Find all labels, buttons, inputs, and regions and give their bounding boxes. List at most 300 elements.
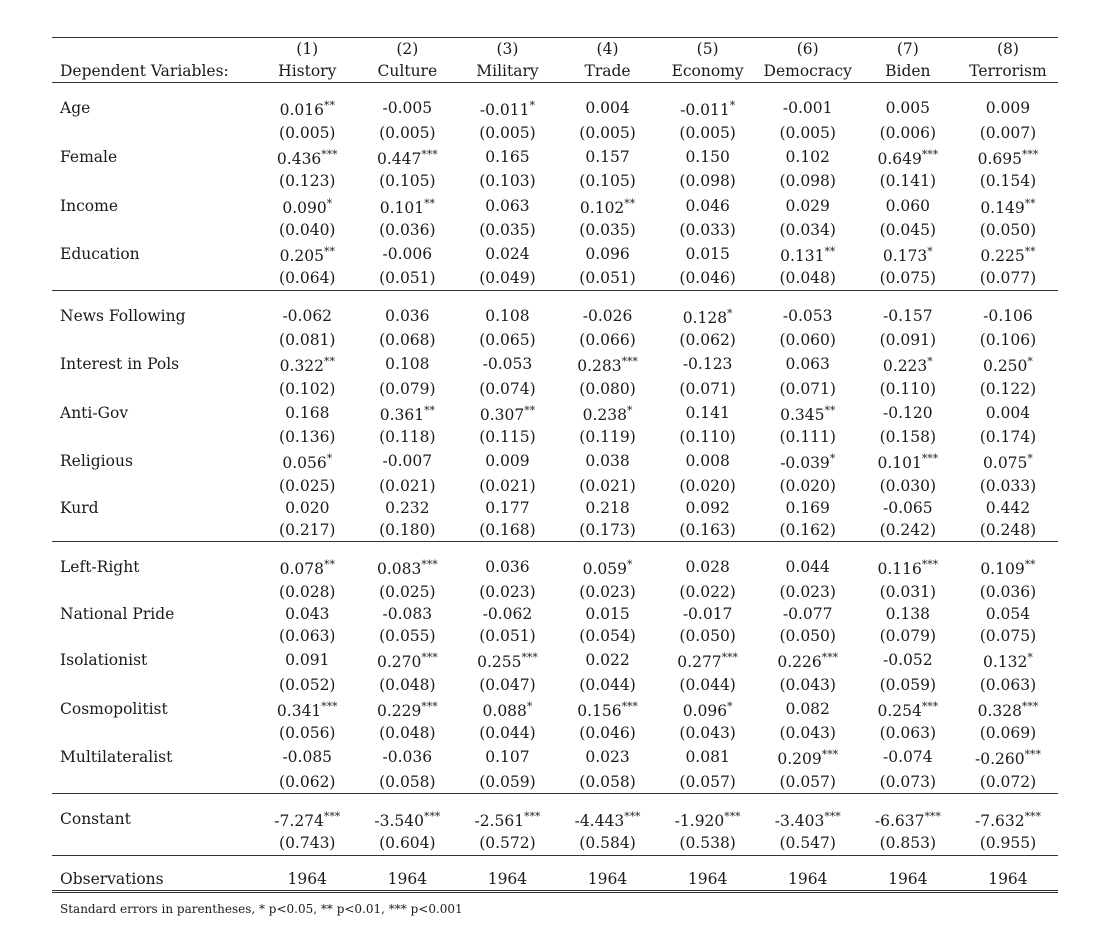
coefficient-cell: 0.226*** (777, 651, 839, 672)
spacer-cell (958, 855, 1058, 868)
coefficient-cell: 0.169 (785, 498, 830, 517)
spacer-cell (357, 290, 457, 303)
standard-error-cell: (0.248) (958, 519, 1058, 542)
block-spacer (52, 83, 1058, 96)
coef-row (52, 448, 1058, 474)
standard-error-cell: (0.079) (879, 627, 937, 646)
significance-stars: *** (421, 651, 438, 665)
significance-stars: *** (524, 809, 541, 823)
coefficient-cell: 0.177 (485, 498, 530, 517)
coefficient-cell: -0.085 (282, 748, 333, 767)
coefficient-cell: 0.328*** (977, 699, 1039, 720)
coef-row (52, 554, 1058, 580)
se-row (52, 426, 1058, 448)
coefficient-cell: 0.157 (585, 148, 630, 167)
standard-error-cell: (0.030) (879, 476, 937, 495)
significance-stars: * (727, 306, 733, 320)
coefficient-cell: -4.443*** (574, 809, 641, 831)
coef-row (52, 603, 1058, 625)
standard-error-cell: (0.033) (979, 476, 1037, 495)
coefficient-cell: 0.101** (379, 196, 435, 217)
significance-stars: *** (421, 699, 438, 713)
significance-stars: *** (1024, 809, 1041, 823)
variable-label: News Following (60, 306, 186, 325)
significance-stars: *** (421, 147, 438, 161)
standard-error-cell: (0.077) (958, 267, 1058, 290)
coefficient-cell: -0.123 (682, 355, 733, 374)
spacer-cell (758, 793, 858, 806)
standard-error-cell: (0.059) (879, 675, 937, 694)
standard-error-cell: (0.031) (879, 582, 937, 601)
coefficient-cell: 0.096 (585, 245, 630, 264)
se-row (52, 771, 1058, 794)
coefficient-cell: -0.006 (382, 245, 433, 264)
variable-label: Female (60, 148, 118, 167)
observations-cell: 1964 (257, 868, 357, 892)
coefficient-cell: 0.083*** (377, 558, 438, 579)
standard-error-cell: (0.035) (479, 220, 536, 239)
standard-error-cell: (0.023) (779, 582, 836, 601)
observations-cell: 1964 (858, 868, 958, 892)
standard-error-cell: (0.034) (779, 220, 836, 239)
standard-error-cell: (0.180) (357, 519, 457, 542)
standard-error-cell: (0.006) (879, 123, 937, 142)
coefficient-cell: 0.225** (980, 245, 1036, 266)
spacer-cell (858, 83, 958, 96)
coefficient-cell: 0.102 (785, 148, 830, 167)
column-number: (1) (257, 38, 357, 61)
standard-error-cell: (0.168) (457, 519, 557, 542)
regression-table-container (52, 37, 1058, 893)
header-row-names (52, 60, 1058, 83)
spacer-cell (658, 290, 758, 303)
coef-row (52, 400, 1058, 426)
coefficient-cell: -0.053 (782, 306, 833, 325)
significance-stars: * (529, 99, 535, 113)
spacer-cell (858, 793, 958, 806)
coefficient-cell: 0.092 (685, 498, 730, 517)
standard-error-cell: (0.173) (557, 519, 657, 542)
coefficient-cell: 0.016** (279, 99, 335, 120)
spacer-cell (457, 793, 557, 806)
standard-error-cell: (0.106) (979, 331, 1037, 350)
spacer-cell (557, 855, 657, 868)
standard-error-cell: (0.021) (579, 476, 636, 495)
column-name: History (257, 60, 357, 83)
coef-row (52, 647, 1058, 673)
standard-error-cell: (0.075) (979, 627, 1037, 646)
block-spacer (52, 793, 1058, 806)
coefficient-cell: 0.223* (882, 355, 933, 376)
coefficient-cell: 0.649*** (877, 147, 939, 169)
spacer-cell (958, 793, 1058, 806)
se-label-blank (52, 378, 257, 400)
spacer-cell (758, 542, 858, 555)
spacer-cell (758, 855, 858, 868)
standard-error-cell: (0.048) (379, 675, 436, 694)
significance-stars: ** (424, 403, 435, 417)
coefficient-cell: 0.091 (285, 651, 330, 670)
coefficient-cell: 0.081 (685, 748, 730, 767)
standard-error-cell: (0.743) (257, 832, 357, 855)
column-number: (7) (858, 38, 958, 61)
se-label-blank (52, 329, 257, 351)
standard-error-cell: (0.043) (679, 724, 736, 743)
standard-error-cell: (0.054) (579, 627, 636, 646)
standard-error-cell: (0.105) (379, 172, 436, 191)
coefficient-cell: 0.361** (379, 403, 435, 424)
coef-row (52, 193, 1058, 219)
standard-error-cell: (0.021) (479, 476, 536, 495)
spacer-cell (557, 290, 657, 303)
standard-error-cell: (0.005) (479, 123, 536, 142)
standard-error-cell: (0.162) (758, 519, 858, 542)
coefficient-cell: -0.083 (382, 604, 433, 623)
standard-error-cell: (0.005) (379, 123, 436, 142)
coefficient-cell: 0.250* (983, 355, 1033, 376)
spacer-cell (658, 83, 758, 96)
coefficient-cell: -0.039* (780, 452, 836, 473)
standard-error-cell: (0.119) (579, 428, 636, 447)
se-row (52, 378, 1058, 400)
variable-label: Kurd (60, 498, 99, 517)
coefficient-cell: 0.054 (985, 604, 1031, 623)
significance-stars: *** (921, 699, 939, 713)
coefficient-cell: -0.005 (382, 99, 433, 118)
observations-cell: 1964 (758, 868, 858, 892)
standard-error-cell: (0.020) (679, 476, 736, 495)
standard-error-cell: (0.046) (579, 724, 636, 743)
standard-error-cell: (0.048) (379, 724, 436, 743)
coef-row (52, 303, 1058, 329)
significance-stars: * (326, 452, 333, 466)
standard-error-cell: (0.063) (979, 675, 1037, 694)
coefficient-cell: 0.442 (985, 498, 1031, 517)
standard-error-cell: (0.242) (858, 519, 958, 542)
significance-stars: * (627, 403, 633, 417)
variable-label: Interest in Pols (60, 355, 180, 374)
coefficient-cell: -0.260*** (974, 748, 1041, 769)
standard-error-cell: (0.547) (758, 832, 858, 855)
significance-stars: *** (824, 809, 841, 823)
column-name: Democracy (758, 60, 858, 83)
standard-error-cell: (0.064) (257, 267, 357, 290)
standard-error-cell: (0.051) (557, 267, 657, 290)
variable-label: Education (60, 245, 140, 264)
coefficient-cell: -0.007 (382, 452, 433, 471)
coefficient-cell: 0.005 (885, 99, 930, 118)
coefficient-cell: 0.009 (485, 452, 530, 471)
standard-error-cell: (0.045) (879, 220, 937, 239)
coefficient-cell: 0.028 (685, 558, 730, 577)
standard-error-cell: (0.103) (479, 172, 536, 191)
coefficient-cell: 0.022 (585, 651, 630, 670)
block-spacer (52, 855, 1058, 868)
spacer-cell (357, 855, 457, 868)
coefficient-cell: 0.096* (682, 699, 733, 720)
coefficient-cell: 0.232 (385, 498, 430, 517)
observations-cell: 1964 (658, 868, 758, 892)
standard-error-cell: (0.572) (457, 832, 557, 855)
variable-label: Cosmopolitist (60, 699, 168, 718)
column-name: Economy (658, 60, 758, 83)
variable-label: Left-Right (60, 558, 140, 577)
standard-error-cell: (0.115) (479, 428, 536, 447)
variable-label: Income (60, 196, 118, 215)
spacer-cell (557, 83, 657, 96)
significance-stars: * (1027, 452, 1033, 466)
coefficient-cell: 0.024 (485, 245, 530, 264)
coefficient-cell: 0.044 (785, 558, 830, 577)
standard-error-cell: (0.071) (679, 379, 736, 398)
standard-error-cell: (0.021) (379, 476, 436, 495)
standard-error-cell: (0.098) (679, 172, 736, 191)
coefficient-cell: -0.011* (680, 99, 736, 120)
variable-label: Constant (60, 810, 131, 829)
coefficient-cell: 0.341*** (276, 699, 338, 720)
coefficient-cell: 0.075* (983, 452, 1033, 473)
significance-stars: ** (424, 196, 435, 210)
coefficient-cell: 0.038 (585, 452, 630, 471)
standard-error-cell: (0.050) (779, 627, 836, 646)
coefficient-cell: 0.029 (785, 196, 830, 215)
spacer-cell (858, 542, 958, 555)
column-name: Biden (858, 60, 958, 83)
coefficient-cell: 0.165 (485, 148, 530, 167)
coefficient-cell: 0.132* (983, 651, 1033, 672)
coefficient-cell: 0.345** (780, 403, 836, 424)
coefficient-cell: 0.009 (985, 99, 1031, 118)
column-number: (5) (658, 38, 758, 61)
coefficient-cell: 0.238* (582, 403, 633, 424)
coefficient-cell: 0.088* (482, 699, 533, 720)
spacer-cell (658, 855, 758, 868)
coefficient-cell: 0.046 (685, 196, 730, 215)
coefficient-cell: 0.209*** (777, 748, 839, 769)
standard-error-cell: (0.174) (979, 428, 1037, 447)
spacer-cell (658, 793, 758, 806)
coefficient-cell: 0.156*** (577, 699, 638, 720)
standard-error-cell: (0.055) (379, 627, 436, 646)
coefficient-cell: -2.561*** (474, 809, 541, 831)
standard-error-cell: (0.005) (679, 123, 736, 142)
standard-error-cell: (0.046) (658, 267, 758, 290)
coefficient-cell: -0.026 (582, 306, 633, 325)
spacer-cell (52, 290, 257, 303)
standard-error-cell: (0.098) (779, 172, 836, 191)
coefficient-cell: 0.218 (585, 498, 630, 517)
significance-stars: * (729, 99, 736, 113)
standard-error-cell: (0.163) (658, 519, 758, 542)
coefficient-cell: 0.131** (780, 245, 836, 266)
spacer-cell (958, 290, 1058, 303)
se-label-blank (52, 219, 257, 241)
standard-error-cell: (0.079) (379, 379, 436, 398)
standard-error-cell: (0.005) (779, 123, 836, 142)
coef-row (52, 696, 1058, 722)
standard-error-cell: (0.063) (279, 627, 336, 646)
column-number: (8) (958, 38, 1058, 61)
standard-error-cell: (0.154) (979, 172, 1037, 191)
observations-row (52, 868, 1058, 892)
standard-error-cell: (0.075) (858, 267, 958, 290)
observations-cell: 1964 (958, 868, 1058, 892)
coefficient-cell: 0.109** (980, 558, 1036, 579)
column-name: Terrorism (958, 60, 1058, 83)
spacer-cell (52, 542, 257, 555)
se-label-blank (52, 771, 257, 794)
table-notes: Standard errors in parentheses, * p<0.05, ** p<0.01, *** p<0.001 (60, 902, 463, 916)
standard-error-cell: (0.955) (958, 832, 1058, 855)
standard-error-cell: (0.043) (779, 724, 836, 743)
variable-label: Multilateralist (60, 748, 173, 767)
significance-stars: *** (921, 452, 939, 466)
standard-error-cell: (0.050) (979, 220, 1037, 239)
coefficient-cell: 0.015 (585, 604, 630, 623)
column-number: (6) (758, 38, 858, 61)
standard-error-cell: (0.102) (279, 379, 336, 398)
header-blank (52, 38, 257, 61)
coefficient-cell: -3.403*** (774, 809, 841, 831)
coefficient-cell: 0.036 (485, 558, 530, 577)
standard-error-cell: (0.044) (679, 675, 736, 694)
significance-stars: *** (323, 809, 341, 823)
coefficient-cell: -0.036 (382, 748, 433, 767)
significance-stars: *** (1021, 699, 1039, 713)
coefficient-cell: -0.077 (782, 604, 833, 623)
standard-error-cell: (0.068) (379, 331, 436, 350)
coefficient-cell: 0.004 (985, 403, 1031, 422)
significance-stars: * (927, 355, 933, 369)
se-row (52, 122, 1058, 144)
spacer-cell (858, 855, 958, 868)
significance-stars: ** (324, 355, 335, 369)
standard-error-cell: (0.141) (879, 172, 937, 191)
variable-label: Age (60, 99, 91, 118)
standard-error-cell: (0.071) (779, 379, 836, 398)
column-name: Trade (557, 60, 657, 83)
standard-error-cell: (0.057) (658, 771, 758, 794)
standard-error-cell: (0.058) (557, 771, 657, 794)
standard-error-cell: (0.074) (479, 379, 536, 398)
coefficient-cell: 0.008 (685, 452, 730, 471)
coefficient-cell: 0.108 (385, 355, 430, 374)
spacer-cell (52, 83, 257, 96)
spacer-cell (658, 542, 758, 555)
standard-error-cell: (0.604) (357, 832, 457, 855)
significance-stars: *** (621, 355, 638, 369)
standard-error-cell: (0.052) (279, 675, 336, 694)
coefficient-cell: 0.116*** (877, 558, 939, 579)
significance-stars: * (326, 196, 333, 210)
standard-error-cell: (0.059) (457, 771, 557, 794)
standard-error-cell: (0.049) (457, 267, 557, 290)
spacer-cell (257, 542, 357, 555)
se-label-blank (52, 426, 257, 448)
standard-error-cell: (0.065) (479, 331, 536, 350)
coefficient-cell: -0.053 (482, 355, 533, 374)
significance-stars: ** (824, 403, 836, 417)
standard-error-cell: (0.040) (279, 220, 336, 239)
spacer-cell (758, 290, 858, 303)
standard-error-cell: (0.007) (979, 123, 1037, 142)
significance-stars: *** (321, 147, 338, 161)
standard-error-cell: (0.044) (579, 675, 636, 694)
coefficient-cell: 0.307** (479, 403, 536, 424)
standard-error-cell: (0.022) (679, 582, 736, 601)
standard-error-cell: (0.044) (479, 724, 536, 743)
significance-stars: * (727, 699, 733, 713)
significance-stars: ** (824, 245, 836, 259)
significance-stars: * (829, 452, 836, 466)
coefficient-cell: -3.540*** (374, 809, 441, 831)
significance-stars: ** (324, 99, 335, 113)
spacer-cell (758, 83, 858, 96)
significance-stars: ** (324, 558, 335, 572)
significance-stars: * (927, 245, 933, 259)
standard-error-cell: (0.050) (679, 627, 736, 646)
significance-stars: ** (1024, 196, 1036, 210)
standard-error-cell: (0.057) (758, 771, 858, 794)
coefficient-cell: 0.102** (579, 196, 636, 217)
standard-error-cell: (0.056) (279, 724, 336, 743)
spacer-cell (52, 855, 257, 868)
standard-error-cell: (0.051) (479, 627, 536, 646)
se-label-blank (52, 170, 257, 192)
standard-error-cell: (0.028) (279, 582, 336, 601)
standard-error-cell: (0.005) (279, 123, 336, 142)
standard-error-cell: (0.217) (257, 519, 357, 542)
se-row (52, 722, 1058, 744)
column-number: (4) (557, 38, 657, 61)
se-row (52, 581, 1058, 603)
block-spacer (52, 290, 1058, 303)
standard-error-cell: (0.005) (579, 123, 636, 142)
significance-stars: *** (421, 558, 438, 572)
significance-stars: ** (324, 245, 335, 259)
standard-error-cell: (0.080) (579, 379, 636, 398)
coefficient-cell: 0.036 (385, 306, 430, 325)
significance-stars: *** (424, 809, 441, 823)
variable-label: Isolationist (60, 651, 148, 670)
significance-stars: * (1027, 651, 1033, 665)
se-label-blank (52, 625, 257, 647)
significance-stars: *** (521, 651, 538, 665)
significance-stars: *** (724, 809, 741, 823)
standard-error-cell: (0.123) (279, 172, 336, 191)
standard-error-cell: (0.158) (879, 428, 937, 447)
coefficient-cell: 0.063 (785, 355, 830, 374)
coefficient-cell: -0.065 (883, 498, 933, 517)
coef-row (52, 806, 1058, 832)
coefficient-cell: -0.157 (883, 306, 933, 325)
observations-label: Observations (52, 868, 257, 892)
coefficient-cell: 0.173* (882, 245, 933, 266)
coef-row (52, 241, 1058, 267)
coefficient-cell: 0.229*** (377, 699, 438, 720)
coefficient-cell: 0.108 (485, 306, 530, 325)
se-label-blank (52, 519, 257, 542)
observations-cell: 1964 (357, 868, 457, 892)
se-row (52, 674, 1058, 696)
standard-error-cell: (0.853) (858, 832, 958, 855)
standard-error-cell: (0.025) (379, 582, 436, 601)
significance-stars: *** (1021, 147, 1039, 161)
standard-error-cell: (0.072) (958, 771, 1058, 794)
coefficient-cell: -0.062 (282, 306, 333, 325)
spacer-cell (357, 793, 457, 806)
spacer-cell (557, 793, 657, 806)
